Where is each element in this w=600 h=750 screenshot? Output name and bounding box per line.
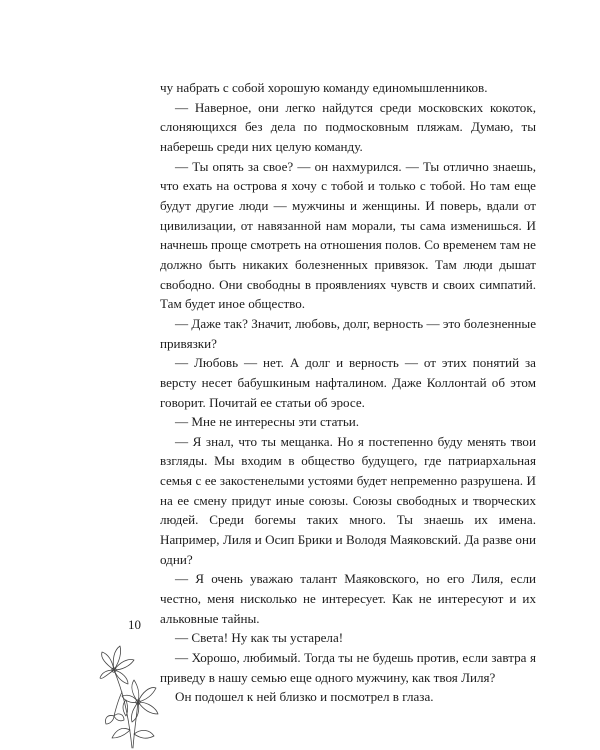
paragraph-7: — Я знал, что ты мещанка. Но я постепенно буду менять твои взгляды. Мы входим в общество будущего, где патриархальная семья с ее закостенелыми устоями будет непременно разрушена. И на ее смену придут иные союзы. Союзы свободных и творческих людей. Среди богемы таких много. Ты знаешь их имена. Например, Лиля и Осип Брики и Володя Маяковский. Да разве они одни? [160, 433, 536, 567]
flower-illustration-icon [92, 630, 172, 750]
page-number: 10 [128, 617, 141, 632]
paragraph-11: Он подошел к ней близко и посмотрел в глаза. [175, 689, 434, 705]
page-body-text [160, 78, 536, 707]
paragraph-6: — Мне не интересны эти статьи. [175, 414, 360, 430]
paragraph-9: — Света! Ну как ты устарела! [175, 630, 344, 646]
paragraph-10: — Хорошо, любимый. Тогда ты не будешь против, если завтра я приведу в нашу семью еще одного мужчину, как твоя Лиля? [160, 650, 536, 685]
paragraph-8: — Я очень уважаю талант Маяковского, но его Лиля, если честно, меня нисколько не интересует. Как не интересуют и их альковные тайны. [160, 571, 536, 626]
paragraph-5: — Любовь — нет. А долг и верность — от этих понятий за версту несет бабушкиным нафталином. Даже Коллонтай об этом говорит. Почитай ее статьи об эросе. [160, 355, 536, 410]
paragraph-4: — Даже так? Значит, любовь, долг, верность — это болезненные привязки? [160, 315, 536, 351]
paragraph-1: чу набрать с собой хорошую команду единомышленников. [160, 80, 488, 95]
paragraph-2: — Наверное, они легко найдутся среди московских кокоток, слоняющихся без дела по подмосковным пляжам. Думаю, ты наберешь среди них целую команду. [160, 99, 536, 154]
paragraph-3: — Ты опять за свое? — он нахмурился. — Ты отлично знаешь, что ехать на острова я хочу с тобой и только с тобой. Но там еще будут другие люди — мужчины и женщины. И поверь, вдали от цивилизации, от навязанной нам морали, ты сама изменишься. И начнешь проще смотреть на отношения полов. Со временем там не должно быть никаких болезненных привязок. Там люди дышат свободно. Они свободны в проявлениях чувств и своих симпатий. Там будет иное общество. [160, 158, 536, 312]
